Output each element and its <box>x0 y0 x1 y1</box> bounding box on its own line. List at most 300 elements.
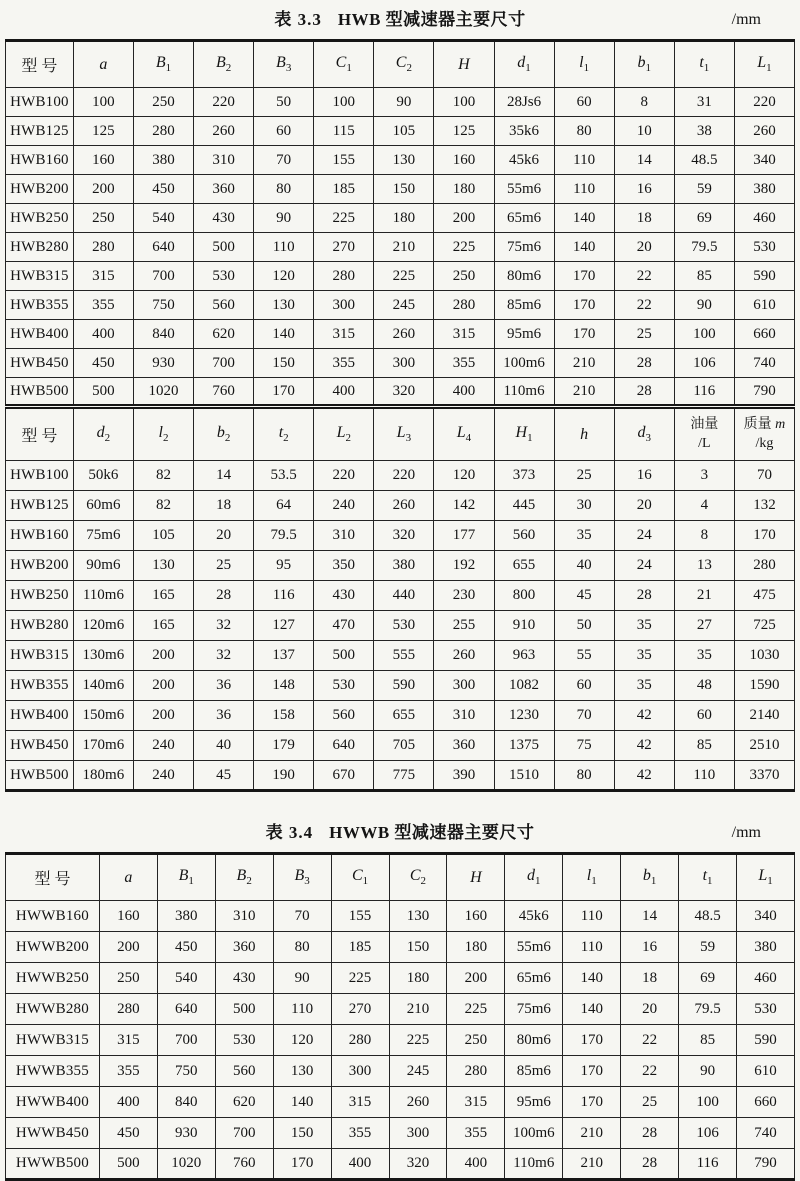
table-cell: 30 <box>554 491 614 521</box>
model-cell: HWB160 <box>6 521 74 551</box>
table-cell: 355 <box>73 291 133 320</box>
table-cell: 555 <box>374 641 434 671</box>
table-cell: 450 <box>157 932 215 963</box>
table-cell: 530 <box>374 611 434 641</box>
table-cell: 192 <box>434 551 494 581</box>
table-cell: 155 <box>314 146 374 175</box>
table-cell: 8 <box>674 521 734 551</box>
table-cell: 460 <box>737 963 795 994</box>
table-row <box>6 88 795 117</box>
table-cell: 150 <box>389 932 447 963</box>
column-header: 油量 /L <box>674 407 734 461</box>
table-row <box>6 349 795 378</box>
model-cell: HWWB250 <box>6 963 100 994</box>
table-row <box>6 175 795 204</box>
table-3-4-label: 表 3.4 <box>265 823 314 842</box>
table-cell: 250 <box>99 963 157 994</box>
table-cell: 840 <box>157 1087 215 1118</box>
table-cell: 380 <box>133 146 193 175</box>
table-cell: 110 <box>554 175 614 204</box>
table-cell: 85 <box>674 731 734 761</box>
table-cell: 85m6 <box>494 291 554 320</box>
table-cell: 130 <box>254 291 314 320</box>
table-cell: 800 <box>494 581 554 611</box>
table-3-3-label: 表 3.3 <box>274 10 322 29</box>
table-cell: 22 <box>621 1056 679 1087</box>
table-cell: 360 <box>434 731 494 761</box>
table-cell: 36 <box>194 671 254 701</box>
table-cell: 475 <box>734 581 794 611</box>
table-cell: 360 <box>194 175 254 204</box>
model-cell: HWB450 <box>6 349 74 378</box>
table-cell: 460 <box>734 204 794 233</box>
table-row <box>6 761 795 791</box>
table-cell: 250 <box>73 204 133 233</box>
table-cell: 35 <box>614 641 674 671</box>
table-cell: 105 <box>374 117 434 146</box>
table-cell: 390 <box>434 761 494 791</box>
table-cell: 300 <box>374 349 434 378</box>
table-cell: 500 <box>73 378 133 407</box>
column-header: $d_2$ <box>73 407 133 461</box>
table-cell: 165 <box>133 611 193 641</box>
table-row <box>6 1118 795 1149</box>
table-cell: 116 <box>679 1149 737 1180</box>
table-cell: 245 <box>389 1056 447 1087</box>
table-cell: 65m6 <box>494 204 554 233</box>
header-row <box>6 854 795 901</box>
header-row <box>6 41 795 88</box>
column-header: $C_1$ <box>314 41 374 88</box>
column-header: a <box>99 854 157 901</box>
table-cell: 725 <box>734 611 794 641</box>
table-cell: 640 <box>157 994 215 1025</box>
table-cell: 21 <box>674 581 734 611</box>
column-header: $B_1$ <box>133 41 193 88</box>
table-cell: 20 <box>614 491 674 521</box>
table-cell: 14 <box>614 146 674 175</box>
table-cell: 170 <box>554 320 614 349</box>
table-cell: 55 <box>554 641 614 671</box>
table-cell: 470 <box>314 611 374 641</box>
table-cell: 590 <box>374 671 434 701</box>
table-cell: 700 <box>194 349 254 378</box>
table-cell: 200 <box>447 963 505 994</box>
model-cell: HWB355 <box>6 671 74 701</box>
table-cell: 200 <box>133 671 193 701</box>
table-cell: 220 <box>374 461 434 491</box>
table-3-4-title: HWWB 型减速器主要尺寸 <box>329 823 535 842</box>
table-cell: 80m6 <box>494 262 554 291</box>
table-cell: 430 <box>194 204 254 233</box>
table-cell: 170 <box>734 521 794 551</box>
table-cell: 90m6 <box>73 551 133 581</box>
table-cell: 1590 <box>734 671 794 701</box>
table-cell: 210 <box>554 378 614 407</box>
table-cell: 31 <box>674 88 734 117</box>
table-cell: 150 <box>374 175 434 204</box>
table-cell: 59 <box>679 932 737 963</box>
table-cell: 180 <box>434 175 494 204</box>
column-header: $t_2$ <box>254 407 314 461</box>
table-cell: 42 <box>614 761 674 791</box>
table-cell: 445 <box>494 491 554 521</box>
table-cell: 400 <box>331 1149 389 1180</box>
table-cell: 110 <box>273 994 331 1025</box>
table-cell: 260 <box>389 1087 447 1118</box>
table-cell: 177 <box>434 521 494 551</box>
table-row <box>6 611 795 641</box>
table-cell: 60 <box>554 671 614 701</box>
table-cell: 75m6 <box>505 994 563 1025</box>
table-cell: 115 <box>314 117 374 146</box>
table-cell: 150m6 <box>73 701 133 731</box>
column-header: $B_2$ <box>215 854 273 901</box>
table-cell: 380 <box>737 932 795 963</box>
table-cell: 95m6 <box>505 1087 563 1118</box>
table-row <box>6 117 795 146</box>
table-cell: 100m6 <box>505 1118 563 1149</box>
table-cell: 125 <box>434 117 494 146</box>
column-header: $t_1$ <box>674 41 734 88</box>
column-header: $d_1$ <box>494 41 554 88</box>
table-cell: 64 <box>254 491 314 521</box>
column-header: $l_2$ <box>133 407 193 461</box>
table-cell: 200 <box>73 175 133 204</box>
table-cell: 14 <box>194 461 254 491</box>
column-header: $B_2$ <box>194 41 254 88</box>
table-row <box>6 378 795 407</box>
table-cell: 260 <box>734 117 794 146</box>
table-cell: 300 <box>314 291 374 320</box>
table-cell: 355 <box>434 349 494 378</box>
column-header: $t_1$ <box>679 854 737 901</box>
table-cell: 10 <box>614 117 674 146</box>
table-cell: 16 <box>621 932 679 963</box>
table-cell: 32 <box>194 611 254 641</box>
table-cell: 28 <box>614 349 674 378</box>
table-cell: 60m6 <box>73 491 133 521</box>
model-cell: HWB500 <box>6 378 74 407</box>
table-row <box>6 233 795 262</box>
table-cell: 70 <box>554 701 614 731</box>
table-cell: 450 <box>99 1118 157 1149</box>
table-cell: 48.5 <box>679 901 737 932</box>
table-cell: 35 <box>614 611 674 641</box>
table-cell: 670 <box>314 761 374 791</box>
table-cell: 80 <box>554 761 614 791</box>
column-header: $L_4$ <box>434 407 494 461</box>
table-cell: 700 <box>157 1025 215 1056</box>
table-cell: 840 <box>133 320 193 349</box>
table-cell: 250 <box>447 1025 505 1056</box>
table-cell: 130 <box>273 1056 331 1087</box>
table-3-4-container <box>5 852 795 1181</box>
table-cell: 170 <box>554 291 614 320</box>
table-cell: 560 <box>494 521 554 551</box>
model-cell: HWB125 <box>6 117 74 146</box>
table-cell: 760 <box>194 378 254 407</box>
table-cell: 100 <box>73 88 133 117</box>
table-cell: 210 <box>554 349 614 378</box>
table-3-3-title: HWB 型减速器主要尺寸 <box>337 10 526 29</box>
table-row <box>6 1025 795 1056</box>
table-cell: 440 <box>374 581 434 611</box>
column-header: 质量 m /kg <box>734 407 794 461</box>
table-cell: 530 <box>194 262 254 291</box>
table-cell: 300 <box>389 1118 447 1149</box>
table-cell: 500 <box>99 1149 157 1180</box>
table-cell: 2140 <box>734 701 794 731</box>
column-header: 型 号 <box>6 407 74 461</box>
model-cell: HWB160 <box>6 146 74 175</box>
table-cell: 3370 <box>734 761 794 791</box>
table-cell: 137 <box>254 641 314 671</box>
table-cell: 150 <box>254 349 314 378</box>
table-cell: 70 <box>254 146 314 175</box>
table-cell: 28Js6 <box>494 88 554 117</box>
table-cell: 315 <box>331 1087 389 1118</box>
table-cell: 400 <box>314 378 374 407</box>
table-cell: 240 <box>133 761 193 791</box>
table-cell: 22 <box>621 1025 679 1056</box>
table-cell: 180 <box>389 963 447 994</box>
column-header: 型 号 <box>6 854 100 901</box>
table-cell: 82 <box>133 491 193 521</box>
column-header: 型 号 <box>6 41 74 88</box>
table-cell: 230 <box>434 581 494 611</box>
table-cell: 185 <box>331 932 389 963</box>
table-cell: 740 <box>734 349 794 378</box>
table-cell: 125 <box>73 117 133 146</box>
table-cell: 200 <box>99 932 157 963</box>
table-cell: 430 <box>215 963 273 994</box>
table-cell: 705 <box>374 731 434 761</box>
table-cell: 355 <box>99 1056 157 1087</box>
table-cell: 120 <box>254 262 314 291</box>
table-3-4-caption <box>5 819 795 846</box>
table-cell: 530 <box>734 233 794 262</box>
table-cell: 28 <box>621 1118 679 1149</box>
table-cell: 930 <box>133 349 193 378</box>
table-cell: 14 <box>621 901 679 932</box>
table-cell: 270 <box>331 994 389 1025</box>
table-cell: 373 <box>494 461 554 491</box>
model-cell: HWWB500 <box>6 1149 100 1180</box>
table-row <box>6 204 795 233</box>
table-row <box>6 262 795 291</box>
table-cell: 610 <box>734 291 794 320</box>
table-cell: 170 <box>563 1087 621 1118</box>
table-cell: 180 <box>374 204 434 233</box>
table-cell: 140 <box>554 204 614 233</box>
table-cell: 250 <box>434 262 494 291</box>
model-cell: HWB200 <box>6 175 74 204</box>
table-cell: 24 <box>614 551 674 581</box>
column-header: $L_3$ <box>374 407 434 461</box>
model-cell: HWWB200 <box>6 932 100 963</box>
table-cell: 225 <box>314 204 374 233</box>
table-cell: 655 <box>374 701 434 731</box>
table-row <box>6 671 795 701</box>
table-cell: 35k6 <box>494 117 554 146</box>
table-cell: 80 <box>273 932 331 963</box>
table-cell: 2510 <box>734 731 794 761</box>
column-header: $l_1$ <box>554 41 614 88</box>
table-cell: 655 <box>494 551 554 581</box>
table-cell: 130m6 <box>73 641 133 671</box>
column-header: H <box>447 854 505 901</box>
table-cell: 3 <box>674 461 734 491</box>
column-header: $d_1$ <box>505 854 563 901</box>
table-cell: 280 <box>314 262 374 291</box>
table-cell: 160 <box>434 146 494 175</box>
table-cell: 82 <box>133 461 193 491</box>
table-cell: 95m6 <box>494 320 554 349</box>
table-cell: 60 <box>254 117 314 146</box>
table-cell: 110 <box>674 761 734 791</box>
table-cell: 590 <box>734 262 794 291</box>
table-cell: 560 <box>194 291 254 320</box>
table-cell: 260 <box>374 491 434 521</box>
table-cell: 340 <box>734 146 794 175</box>
table-cell: 120 <box>273 1025 331 1056</box>
table-cell: 116 <box>254 581 314 611</box>
table-cell: 79.5 <box>674 233 734 262</box>
table-row <box>6 320 795 349</box>
table-row <box>6 641 795 671</box>
table-cell: 142 <box>434 491 494 521</box>
table-cell: 106 <box>679 1118 737 1149</box>
table-cell: 180m6 <box>73 761 133 791</box>
table-cell: 18 <box>621 963 679 994</box>
table-cell: 13 <box>674 551 734 581</box>
table-cell: 60 <box>674 701 734 731</box>
table-cell: 220 <box>314 461 374 491</box>
table-cell: 53.5 <box>254 461 314 491</box>
table-cell: 132 <box>734 491 794 521</box>
table-cell: 100 <box>674 320 734 349</box>
table-cell: 640 <box>314 731 374 761</box>
table-cell: 530 <box>215 1025 273 1056</box>
table-cell: 1510 <box>494 761 554 791</box>
table-cell: 42 <box>614 731 674 761</box>
table-cell: 620 <box>215 1087 273 1118</box>
table-cell: 35 <box>614 671 674 701</box>
model-cell: HWB355 <box>6 291 74 320</box>
model-cell: HWB100 <box>6 88 74 117</box>
table-cell: 540 <box>157 963 215 994</box>
table-cell: 150 <box>273 1118 331 1149</box>
table-cell: 400 <box>73 320 133 349</box>
table-cell: 40 <box>194 731 254 761</box>
table-cell: 260 <box>194 117 254 146</box>
table-cell: 250 <box>133 88 193 117</box>
table-cell: 310 <box>194 146 254 175</box>
table-cell: 500 <box>314 641 374 671</box>
model-cell: HWWB400 <box>6 1087 100 1118</box>
table-cell: 90 <box>674 291 734 320</box>
table-cell: 225 <box>447 994 505 1025</box>
table-cell: 170 <box>563 1056 621 1087</box>
table-cell: 45 <box>554 581 614 611</box>
model-cell: HWWB315 <box>6 1025 100 1056</box>
table-cell: 260 <box>434 641 494 671</box>
column-header: $H_1$ <box>494 407 554 461</box>
table-cell: 315 <box>434 320 494 349</box>
table-cell: 1375 <box>494 731 554 761</box>
table-cell: 16 <box>614 461 674 491</box>
table-cell: 210 <box>389 994 447 1025</box>
table-cell: 1030 <box>734 641 794 671</box>
table-3-3-unit-label: /mm <box>731 11 761 28</box>
table-cell: 130 <box>133 551 193 581</box>
table-row <box>6 1087 795 1118</box>
table-cell: 750 <box>157 1056 215 1087</box>
table-cell: 25 <box>614 320 674 349</box>
table-cell: 270 <box>314 233 374 262</box>
table-cell: 100 <box>314 88 374 117</box>
table-cell: 220 <box>734 88 794 117</box>
table-cell: 59 <box>674 175 734 204</box>
column-header: $l_1$ <box>563 854 621 901</box>
table-cell: 4 <box>674 491 734 521</box>
table-cell: 38 <box>674 117 734 146</box>
table-cell: 360 <box>215 932 273 963</box>
table-cell: 450 <box>73 349 133 378</box>
table-cell: 40 <box>554 551 614 581</box>
table-cell: 100 <box>434 88 494 117</box>
table-cell: 280 <box>447 1056 505 1087</box>
model-cell: HWB200 <box>6 551 74 581</box>
column-header: $L_1$ <box>737 854 795 901</box>
table-cell: 45k6 <box>494 146 554 175</box>
table-row <box>6 146 795 175</box>
table-cell: 170 <box>554 262 614 291</box>
table-cell: 140 <box>273 1087 331 1118</box>
table-cell: 1020 <box>133 378 193 407</box>
table-cell: 70 <box>734 461 794 491</box>
table-cell: 28 <box>194 581 254 611</box>
table-cell: 260 <box>374 320 434 349</box>
table-cell: 120m6 <box>73 611 133 641</box>
table-cell: 24 <box>614 521 674 551</box>
table-cell: 55m6 <box>505 932 563 963</box>
table-cell: 760 <box>215 1149 273 1180</box>
table-cell: 50 <box>554 611 614 641</box>
column-header: $L_2$ <box>314 407 374 461</box>
table-cell: 25 <box>621 1087 679 1118</box>
table-cell: 660 <box>737 1087 795 1118</box>
table-cell: 158 <box>254 701 314 731</box>
table-cell: 910 <box>494 611 554 641</box>
column-header: H <box>434 41 494 88</box>
table-cell: 560 <box>314 701 374 731</box>
table-cell: 100m6 <box>494 349 554 378</box>
table-cell: 116 <box>674 378 734 407</box>
table-cell: 110m6 <box>494 378 554 407</box>
table-row <box>6 491 795 521</box>
table-cell: 700 <box>133 262 193 291</box>
table-cell: 110 <box>563 901 621 932</box>
table-cell: 155 <box>331 901 389 932</box>
table-cell: 380 <box>374 551 434 581</box>
column-header: $d_3$ <box>614 407 674 461</box>
table-cell: 148 <box>254 671 314 701</box>
table-row <box>6 963 795 994</box>
model-cell: HWB315 <box>6 641 74 671</box>
table-cell: 48 <box>674 671 734 701</box>
